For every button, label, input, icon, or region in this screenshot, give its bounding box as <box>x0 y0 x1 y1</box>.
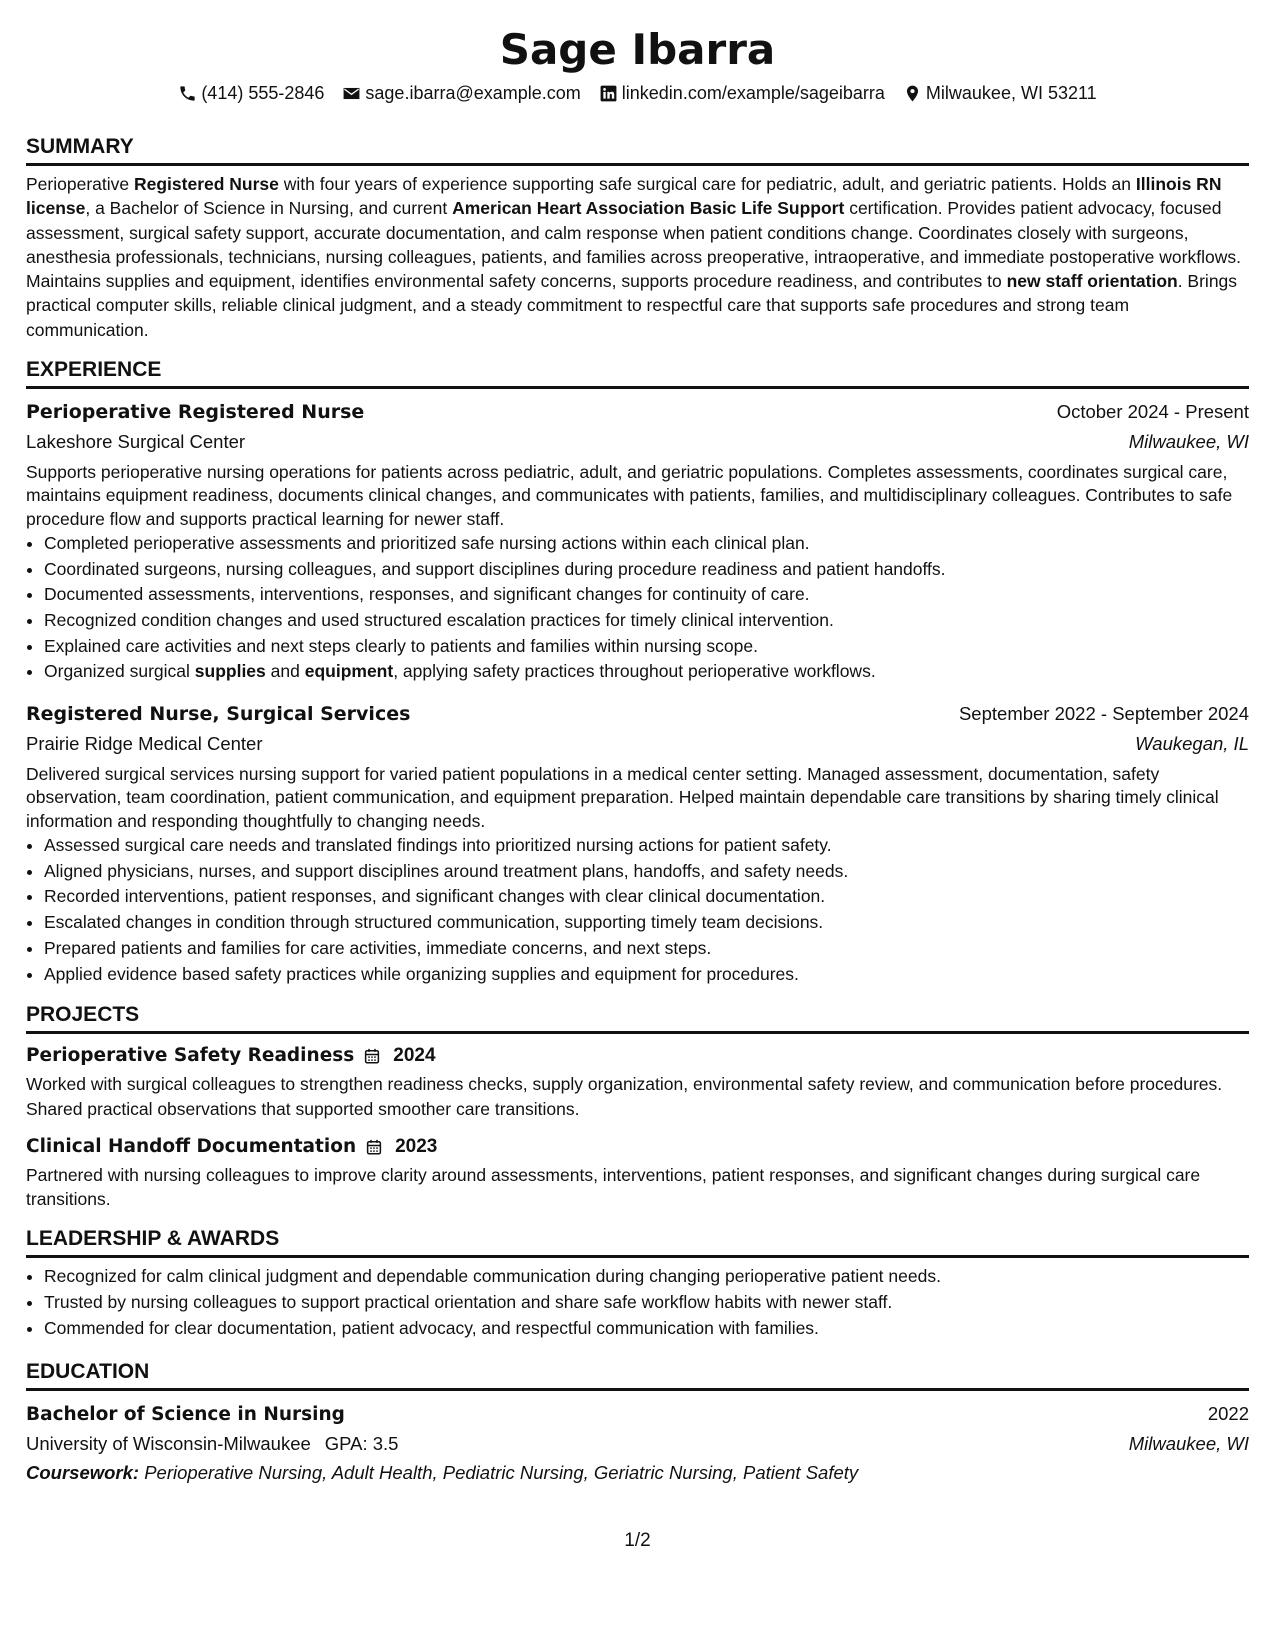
project-year: 2024 <box>393 1045 436 1067</box>
contact-bar <box>26 81 1249 105</box>
job-title: Perioperative Registered Nurse <box>26 401 365 424</box>
contact-linkedin[interactable] <box>599 81 885 105</box>
project-description: Partnered with nursing colleagues to improve clarity around assessments, interventions, patient responses, and significant changes during surgical care transitions. <box>26 1164 1201 1210</box>
job-entry <box>26 397 1249 685</box>
coursework-list: Perioperative Nursing, Adult Health, Pediatric Nursing, Geriatric Nursing, Patient Safety <box>144 1461 859 1483</box>
calendar-icon <box>365 1138 383 1156</box>
phone-icon <box>178 84 197 103</box>
map-pin-icon <box>903 84 922 103</box>
summary-section <box>26 133 1249 342</box>
project-entry <box>26 1042 1249 1121</box>
education-section <box>26 1358 1249 1487</box>
job-bullet: • Aligned physicians, nurses, and support disciplines around treatment plans, handoffs, and safety needs. <box>44 859 1249 885</box>
job-bullet: • Recorded interventions, patient responses, and significant changes with clear clinical documentation. <box>44 884 1249 910</box>
education-entry <box>26 1399 1249 1487</box>
projects-section <box>26 1001 1249 1211</box>
school-name: University of Wisconsin-Milwaukee <box>26 1432 311 1454</box>
job-bullet: • Applied evidence based safety practices while organizing supplies and equipment for procedures. <box>44 962 1249 988</box>
job-description: Supports perioperative nursing operations for patients across pediatric, adult, and geriatric populations. Completes assessments, coordinates surgical care, maintains equipment readiness, documents clinical changes, and communicates with patients, families, and multidisciplinary colleagues. Contributes to safe procedure flow and supports practical learning for newer staff. <box>26 462 1233 529</box>
experience-section <box>26 356 1249 987</box>
job-dates: October 2024 - Present <box>1056 401 1249 423</box>
school-line <box>26 1429 398 1458</box>
location-text: Milwaukee, WI 53211 <box>925 83 1097 103</box>
leadership-list <box>26 1264 1249 1341</box>
project-entry <box>26 1133 1249 1212</box>
job-description: Delivered surgical services nursing support for varied patient populations in a medical center setting. Managed assessment, documentation, safety observation, team coordination, patient communication, and equipment preparation. Helped maintain dependable care transitions by sharing timely clinical information and responding thoughtfully to changing needs. <box>26 764 1219 831</box>
job-bullet: • Assessed surgical care needs and translated findings into prioritized nursing actions for patient safety. <box>44 833 1249 859</box>
job-bullet: • Organized surgical supplies and equipment, applying safety practices throughout perioperative workflows. <box>44 659 1249 685</box>
job-bullet: • Explained care activities and next steps clearly to patients and families within nursing scope. <box>44 634 1249 660</box>
section-title-experience: EXPERIENCE <box>26 356 1249 389</box>
job-bullet: • Escalated changes in condition through structured communication, supporting timely team decisions. <box>44 910 1249 936</box>
job-bullet: • Documented assessments, interventions, responses, and significant changes for continuity of care. <box>44 582 1249 608</box>
gpa: GPA: 3.5 <box>324 1432 399 1454</box>
leadership-section <box>26 1225 1249 1341</box>
job-bullets <box>26 833 1249 987</box>
job-title: Registered Nurse, Surgical Services <box>26 703 411 726</box>
linkedin-text: linkedin.com/example/sageibarra <box>621 83 885 103</box>
degree-title: Bachelor of Science in Nursing <box>26 1403 345 1425</box>
job-organization: Prairie Ridge Medical Center <box>26 733 263 755</box>
job-bullet: • Coordinated surgeons, nursing colleagues, and support disciplines during procedure readiness and patient handoffs. <box>44 557 1249 583</box>
section-title-summary: SUMMARY <box>26 133 1249 166</box>
email-text: sage.ibarra@example.com <box>365 83 581 103</box>
school-location: Milwaukee, WI <box>1128 1432 1249 1454</box>
section-title-leadership: LEADERSHIP & AWARDS <box>26 1225 1249 1258</box>
contact-phone[interactable] <box>178 81 324 105</box>
project-title: Perioperative Safety Readiness <box>26 1045 355 1067</box>
job-organization: Lakeshore Surgical Center <box>26 431 246 453</box>
graduation-year: 2022 <box>1207 1402 1249 1424</box>
project-year: 2023 <box>395 1135 438 1157</box>
coursework-label: Coursework: <box>26 1461 140 1483</box>
job-dates: September 2022 - September 2024 <box>958 703 1249 725</box>
contact-email[interactable] <box>342 81 580 105</box>
project-title: Clinical Handoff Documentation <box>26 1135 357 1157</box>
summary-text: Perioperative Registered Nurse with four years of experience supporting safe surgical care for pediatric, adult, and geriatric patients. Holds an Illinois RN license, a Bachelor of Science in Nursing, and current American Heart Association Basic Life Support certification. Provides patient advocacy, focused assessment, surgical safety support, accurate documentation, and calm response when patient conditions change. Coordinates closely with surgeons, anesthesia professionals, technicians, nursing colleagues, patients, and families across preoperative, intraoperative, and immediate postoperative workflows. Maintains supplies and equipment, identifies environmental safety concerns, supports procedure readiness, and contributes to new staff orientation. Brings practical computer skills, reliable clinical judgment, and a steady commitment to respectful care that supports safe procedures and strong team communication. <box>26 174 1241 340</box>
linkedin-icon <box>599 84 618 103</box>
leadership-item: • Commended for clear documentation, patient advocacy, and respectful communication with families. <box>44 1316 1249 1342</box>
leadership-item: • Trusted by nursing colleagues to support practical orientation and share safe workflow habits with newer staff. <box>44 1290 1249 1316</box>
phone-text: (414) 555-2846 <box>201 83 325 103</box>
section-title-education: EDUCATION <box>26 1358 1249 1391</box>
job-entry <box>26 699 1249 987</box>
leadership-item: • Recognized for calm clinical judgment and dependable communication during changing perioperative patient needs. <box>44 1264 1249 1290</box>
job-location: Waukegan, IL <box>1135 733 1249 755</box>
project-description: Worked with surgical colleagues to strengthen readiness checks, supply organization, environmental safety review, and communication before procedures. Shared practical observations that supported smoother care transitions. <box>26 1074 1223 1119</box>
candidate-name: Sage Ibarra <box>499 25 776 74</box>
calendar-icon <box>363 1047 381 1065</box>
job-bullet: • Recognized condition changes and used structured escalation practices for timely clinical intervention. <box>44 608 1249 634</box>
resume-page <box>26 0 1249 1487</box>
job-location: Milwaukee, WI <box>1128 431 1249 453</box>
page-number: 1/2 <box>624 1530 651 1551</box>
section-title-projects: PROJECTS <box>26 1001 1249 1034</box>
contact-location <box>903 81 1097 105</box>
envelope-icon <box>342 84 361 103</box>
coursework <box>26 1458 1249 1487</box>
job-bullet: • Completed perioperative assessments and prioritized safe nursing actions within each clinical plan. <box>44 531 1249 557</box>
job-bullets <box>26 531 1249 685</box>
job-bullet: • Prepared patients and families for care activities, immediate concerns, and next steps. <box>44 936 1249 962</box>
